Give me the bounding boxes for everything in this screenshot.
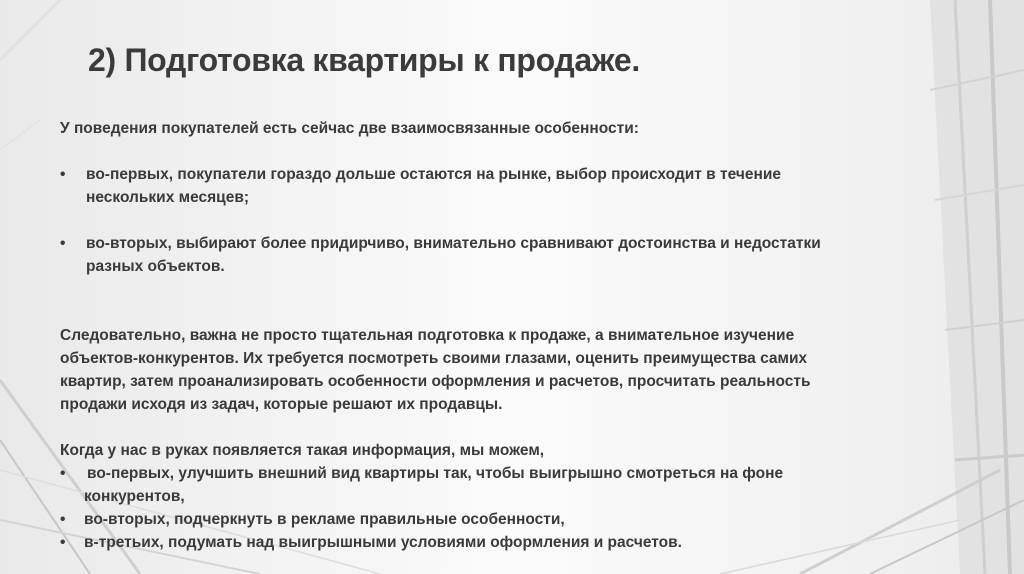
list-item (60, 163, 900, 209)
intro-text: У поведения покупателей есть сейчас две взаимосвязанные особенности: (60, 120, 639, 137)
lead-text: Когда у нас в руках появляется такая информация, мы можем, (60, 442, 545, 459)
bullet-line: в-третьих, подумать над выигрышными условиями оформления и расчетов. (84, 534, 682, 551)
bullet-marker: • (60, 465, 66, 482)
bullet-line: во-вторых, выбирают более придирчиво, внимательно сравнивают достоинства и недостатки (86, 235, 821, 252)
paragraph-line: Следовательно, важна не просто тщательная подготовка к продаже, а внимательное изучение (60, 327, 795, 344)
bullet-line: во-первых, улучшить внешний вид квартиры так, чтобы выигрышно смотреться на фоне (87, 465, 784, 482)
list-item (60, 232, 900, 278)
bullet-marker: • (60, 235, 66, 252)
slide-body (60, 117, 900, 554)
conclusion-paragraph (60, 324, 900, 416)
list-item (60, 508, 900, 531)
bullet-continuation: конкурентов, (84, 488, 185, 505)
bullet-marker: • (60, 534, 66, 551)
slide-title: 2) Подготовка квартиры к продаже. (88, 42, 640, 78)
paragraph-line: квартир, затем проанализировать особенности оформления и расчетов, просчитать реальность (60, 373, 811, 390)
list-item (60, 531, 900, 554)
bullet-line: разных объектов. (86, 258, 225, 275)
list-item (60, 462, 900, 485)
bullet-marker: • (60, 166, 66, 183)
bullet-line: нескольких месяцев; (86, 189, 250, 206)
paragraph-line: продажи исходя из задач, которые решают их продавцы. (60, 396, 503, 413)
bullet-line: во-вторых, подчеркнуть в рекламе правильные особенности, (84, 511, 565, 528)
bullet-line: во-первых, покупатели гораздо дольше остаются на рынке, выбор происходит в течение (86, 166, 781, 183)
bullet-marker: • (60, 511, 66, 528)
paragraph-line: объектов-конкурентов. Их требуется посмотреть своими глазами, оценить преимущества самих (60, 350, 808, 367)
